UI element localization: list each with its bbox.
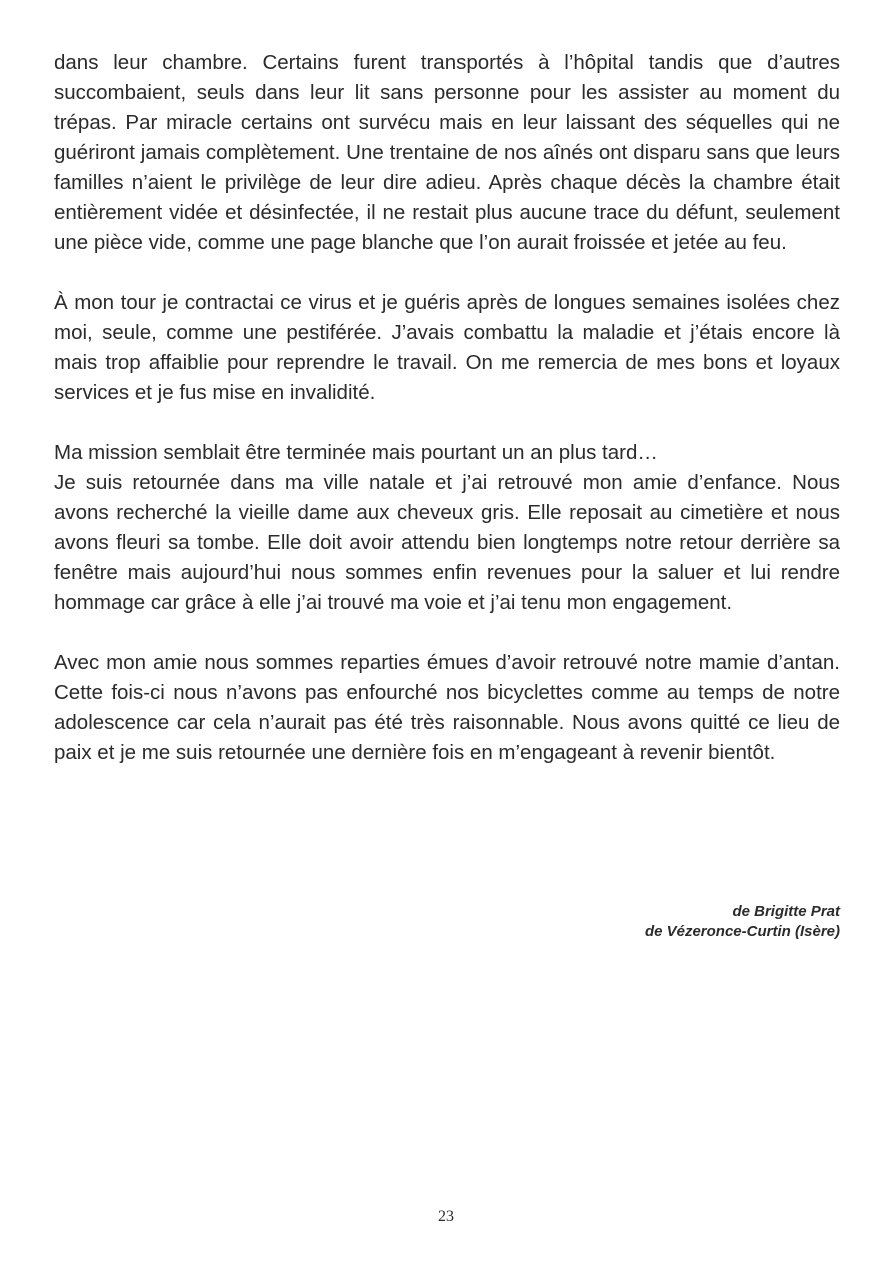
paragraph-1: dans leur chambre. Certains furent transportés à l’hôpital tandis que d’autres succombaient, seuls dans leur lit sans personne pour les assister au moment du trépas. Par miracle certains ont survécu mais en leur laissant des séquelles qui ne guériront jamais complètement. Une trentaine de nos aînés ont disparu sans que leurs familles n’aient le privilège de leur dire adieu. Après chaque décès la chambre était entièrement vidée et désinfectée, il ne restait plus aucune trace du défunt, seulement une pièce vide, comme une page blanche que l’on aurait froissée et jetée au feu. — [54, 51, 840, 254]
author-name: de Brigitte Prat — [732, 903, 840, 920]
paragraph-4: Je suis retournée dans ma ville natale et j’ai retrouvé mon amie d’enfance. Nous avons recherché la vieille dame aux cheveux gris. Elle reposait au cimetière et nous avons fleuri sa tombe. Elle doit avoir attendu bien longtemps notre retour derrière sa fenêtre mais aujourd’hui nous sommes enfin revenues pour la saluer et lui rendre hommage car grâce à elle j’ai trouvé ma voie et j’ai tenu mon engagement. — [54, 471, 840, 614]
page-number: 23 — [438, 1208, 454, 1225]
paragraph-3: Ma mission semblait être terminée mais pourtant un an plus tard… — [54, 441, 658, 464]
paragraph-5: Avec mon amie nous sommes reparties émues d’avoir retrouvé notre mamie d’antan. Cette fois-ci nous n’avons pas enfourché nos bicyclettes comme au temps de notre adolescence car cela n’aurait pas été très raisonnable. Nous avons quitté ce lieu de paix et je me suis retournée une dernière fois en m’engageant à revenir bientôt. — [54, 651, 840, 764]
page-body — [54, 48, 840, 768]
author-place: de Vézeronce-Curtin (Isère) — [644, 923, 840, 940]
author-signature — [645, 902, 840, 942]
paragraph-2: À mon tour je contractai ce virus et je guéris après de longues semaines isolées chez moi, seule, comme une pestiférée. J’avais combattu la maladie et j’étais encore là mais trop affaiblie pour reprendre le travail. On me remercia de mes bons et loyaux services et je fus mise en invalidité. — [54, 291, 840, 404]
